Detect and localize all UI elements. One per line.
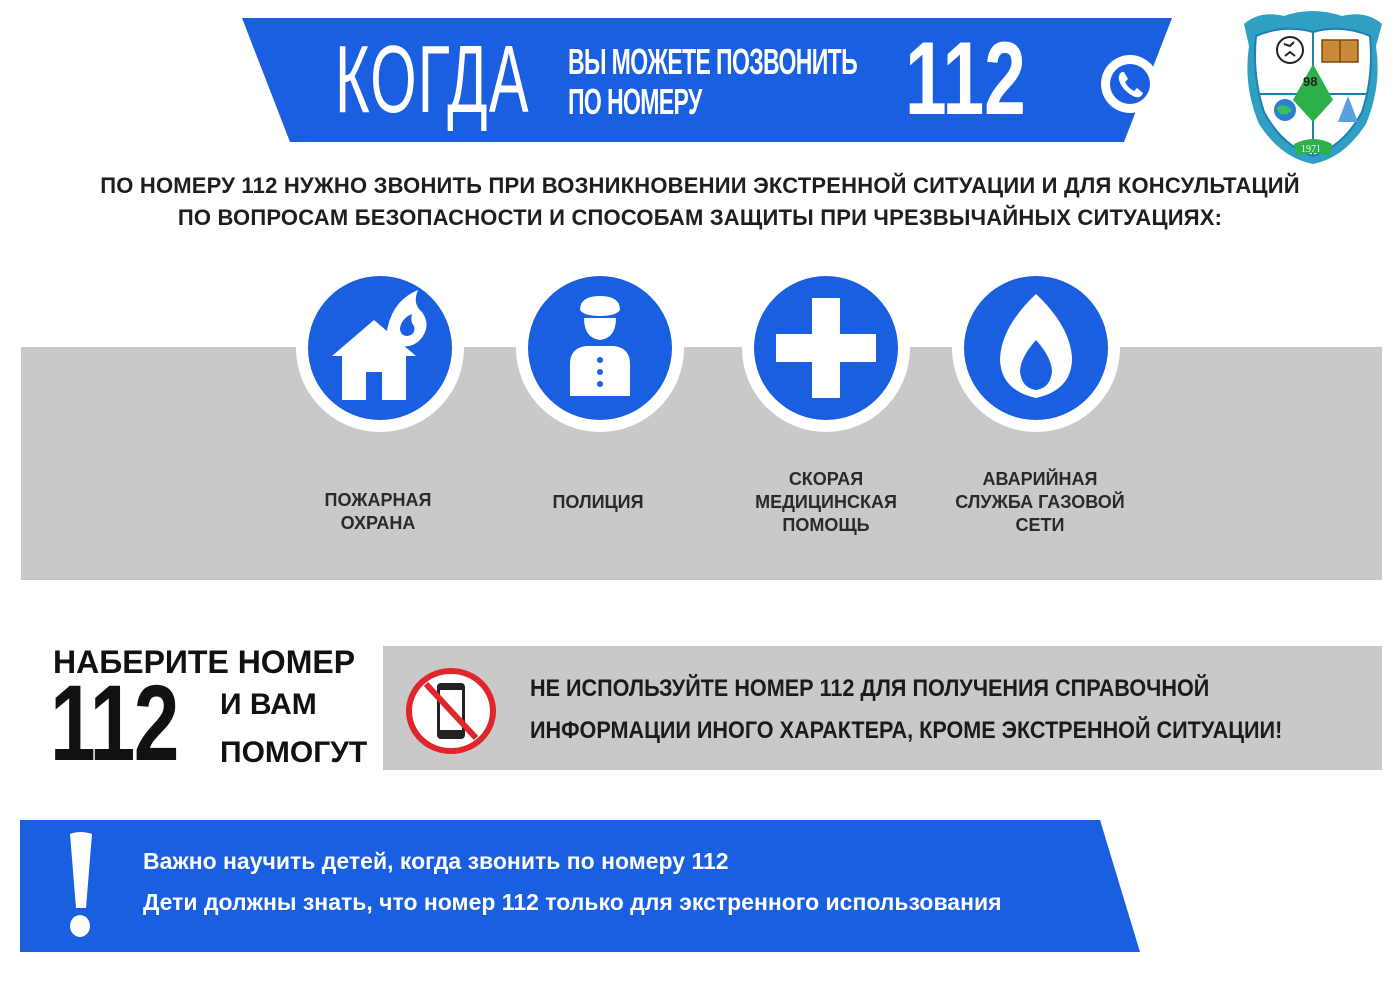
intro-text (0, 170, 1400, 234)
police-circle (516, 264, 684, 432)
house-fire-icon (296, 264, 464, 432)
dial-heading: НАБЕРИТЕ НОМЕР (53, 644, 356, 680)
service-label-gas: АВАРИЙНАЯ СЛУЖБА ГАЗОВОЙ СЕТИ (955, 469, 1125, 535)
dial-line2: И ВАМ (220, 688, 317, 721)
header-number: 112 (905, 21, 1026, 137)
header-title-big: КОГДА (335, 26, 530, 133)
police-officer-icon (516, 264, 684, 432)
intro-line2: ПО ВОПРОСАМ БЕЗОПАСНОСТИ И СПОСОБАМ ЗАЩИТЫ ПРИ ЧРЕЗВЫЧАЙНЫХ СИТУАЦИЯХ: (177, 205, 1223, 230)
exclamation-icon (58, 830, 102, 942)
services-band (21, 347, 1382, 580)
service-label-police: ПОЛИЦИЯ (552, 492, 644, 512)
service-label-fire: ПОЖАРНАЯ ОХРАНА (324, 490, 432, 533)
notice-banner (20, 820, 1140, 952)
warning-line2: ИНФОРМАЦИИ ИНОГО ХАРАКТЕРА, КРОМЕ ЭКСТРЕННОЙ СИТУАЦИИ! (530, 717, 1283, 744)
dial-number: 112 (50, 662, 178, 783)
service-label-medical: СКОРАЯ МЕДИЦИНСКАЯ ПОМОЩЬ (755, 469, 897, 535)
warning-line1: НЕ ИСПОЛЬЗУЙТЕ НОМЕР 112 ДЛЯ ПОЛУЧЕНИЯ СПРАВОЧНОЙ (530, 675, 1210, 702)
school-emblem-logo (1230, 4, 1396, 166)
header-title-line1: ВЫ МОЖЕТЕ ПОЗВОНИТЬ (568, 41, 858, 82)
intro-line1: ПО НОМЕРУ 112 НУЖНО ЗВОНИТЬ ПРИ ВОЗНИКНОВЕНИИ ЭКСТРЕННОЙ СИТУАЦИИ И ДЛЯ КОНСУЛЬТАЦИЙ (100, 173, 1300, 198)
logo-year: 1971 (1301, 144, 1321, 155)
svg-text:98: 98 (1303, 74, 1318, 89)
phone-icon (1098, 52, 1162, 116)
dial-line3: ПОМОГУТ (220, 736, 368, 769)
medical-cross-icon (742, 264, 910, 432)
warning-text (530, 668, 1282, 752)
medical-circle (742, 264, 910, 432)
no-phone-icon (404, 666, 498, 756)
gas-flame-icon (952, 264, 1120, 432)
gas-circle (952, 264, 1120, 432)
notice-line2: Дети должны знать, что номер 112 только для экстренного использования (143, 889, 1002, 915)
header-title-line2: ПО НОМЕРУ (568, 81, 702, 122)
fire-service-circle (296, 264, 464, 432)
notice-line1: Важно научить детей, когда звонить по номеру 112 (143, 848, 729, 874)
